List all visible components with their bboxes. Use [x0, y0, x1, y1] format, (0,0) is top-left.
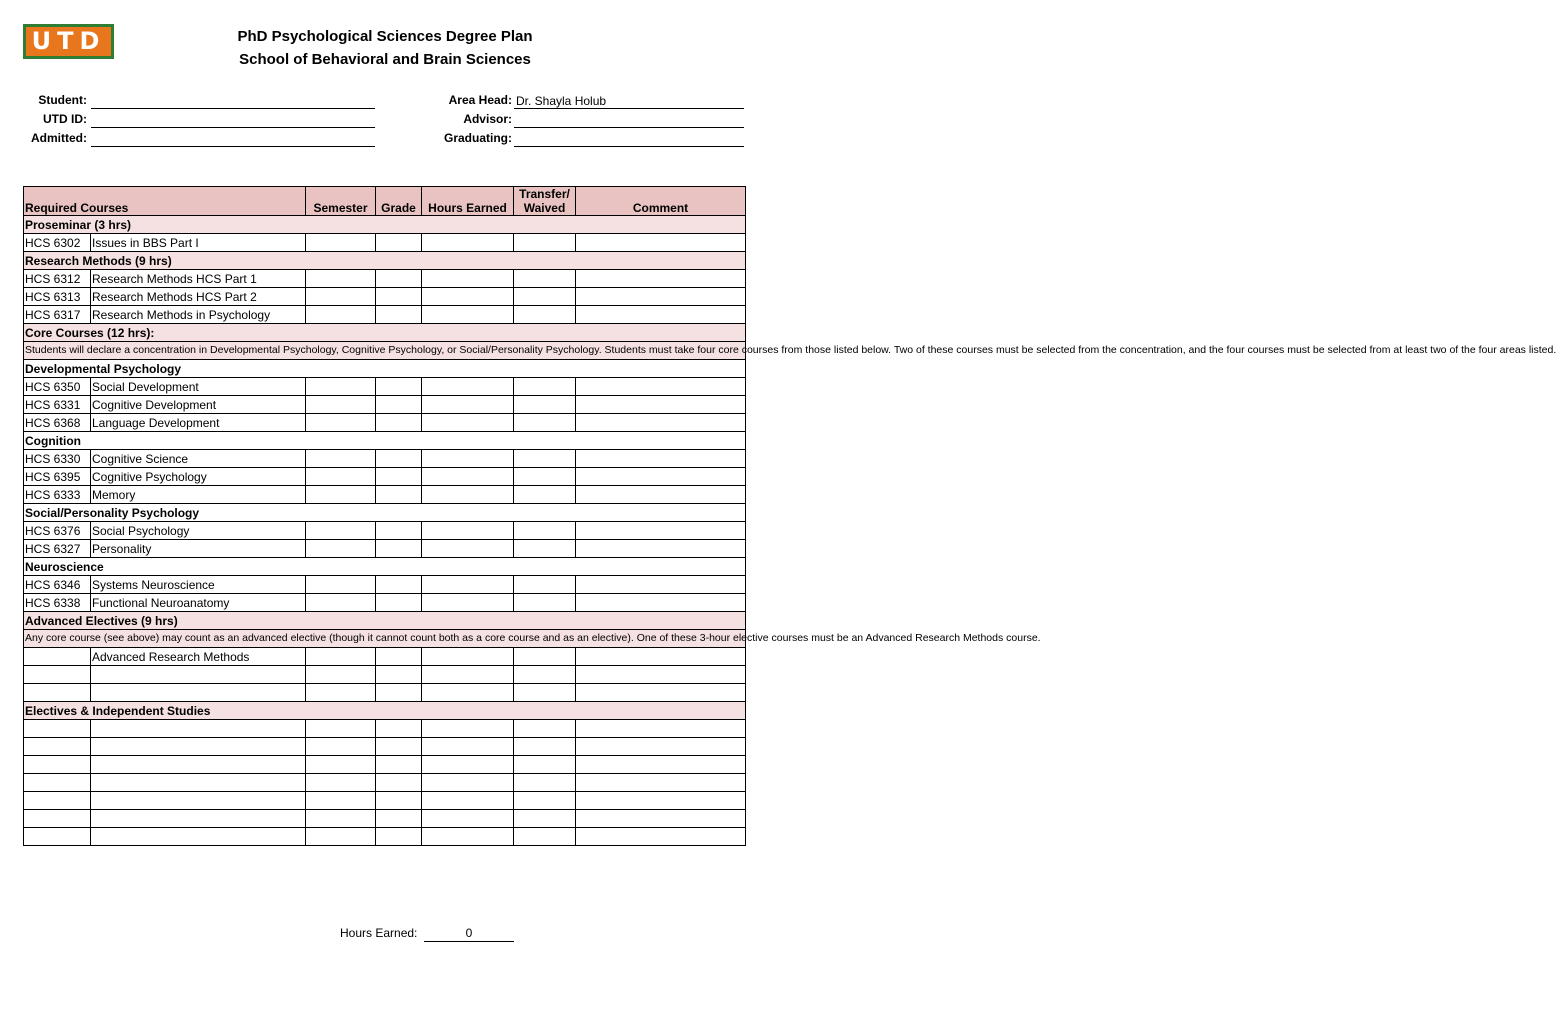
comment-cell[interactable]: [576, 684, 746, 702]
semester-cell[interactable]: [306, 720, 376, 738]
course-name[interactable]: [91, 810, 306, 828]
semester-cell[interactable]: [306, 234, 376, 252]
total-hours-label: Hours Earned:: [340, 926, 418, 940]
semester-cell[interactable]: [306, 486, 376, 504]
advanced-electives-note: Any core course (see above) may count as an advanced elective (though it cannot count both as a core course and as an elective). One of these 3-hour elective courses must be an Advanced Research Methods course.: [24, 630, 746, 648]
hours-cell[interactable]: [422, 666, 514, 684]
course-code: HCS 6327: [24, 540, 91, 558]
grade-cell[interactable]: [376, 666, 422, 684]
hours-cell[interactable]: [422, 468, 514, 486]
hours-cell[interactable]: [422, 234, 514, 252]
course-code: HCS 6346: [24, 576, 91, 594]
grade-cell[interactable]: [376, 378, 422, 396]
degree-plan-table: [23, 186, 1556, 846]
comment-cell[interactable]: [576, 522, 746, 540]
hours-cell[interactable]: [422, 684, 514, 702]
grade-cell[interactable]: [376, 648, 422, 666]
hours-cell[interactable]: [422, 378, 514, 396]
table-row: [24, 666, 746, 684]
grade-cell[interactable]: [376, 684, 422, 702]
admitted-label: Admitted:: [31, 131, 87, 145]
subsection-neuroscience: Neuroscience: [24, 558, 746, 576]
semester-cell[interactable]: [306, 414, 376, 432]
required-courses-header: Required Courses: [24, 187, 306, 216]
course-name[interactable]: [91, 756, 306, 774]
semester-cell[interactable]: [306, 774, 376, 792]
subsection-social-personality: Social/Personality Psychology: [24, 504, 746, 522]
transfer-cell[interactable]: [514, 234, 576, 252]
course-name: Personality: [91, 540, 306, 558]
table-row: [24, 792, 746, 810]
comment-cell[interactable]: [576, 540, 746, 558]
grade-cell[interactable]: [376, 450, 422, 468]
hours-cell[interactable]: [422, 720, 514, 738]
course-code: HCS 6317: [24, 306, 91, 324]
table-row: [24, 540, 746, 558]
course-name: Research Methods in Psychology: [91, 306, 306, 324]
comment-cell[interactable]: [576, 450, 746, 468]
table-row: [24, 486, 746, 504]
semester-cell[interactable]: [306, 450, 376, 468]
table-row: [24, 594, 746, 612]
course-code[interactable]: [24, 738, 91, 756]
table-row: [24, 522, 746, 540]
student-label: Student:: [38, 93, 87, 107]
transfer-cell[interactable]: [514, 414, 576, 432]
transfer-cell[interactable]: [514, 450, 576, 468]
grade-cell[interactable]: [376, 792, 422, 810]
semester-cell[interactable]: [306, 756, 376, 774]
comment-cell[interactable]: [576, 720, 746, 738]
grade-cell[interactable]: [376, 576, 422, 594]
semester-cell[interactable]: [306, 648, 376, 666]
table-row: [24, 738, 746, 756]
table-row: [24, 810, 746, 828]
hours-cell[interactable]: [422, 522, 514, 540]
table-row: [24, 414, 746, 432]
semester-cell[interactable]: [306, 288, 376, 306]
course-name: Systems Neuroscience: [91, 576, 306, 594]
table-row: [24, 684, 746, 702]
semester-cell[interactable]: [306, 306, 376, 324]
grade-cell[interactable]: [376, 540, 422, 558]
course-code[interactable]: [24, 774, 91, 792]
grade-cell[interactable]: [376, 396, 422, 414]
semester-cell[interactable]: [306, 378, 376, 396]
grade-cell[interactable]: [376, 288, 422, 306]
hours-cell[interactable]: [422, 288, 514, 306]
course-name: Cognitive Science: [91, 450, 306, 468]
transfer-label: Transfer/: [519, 187, 570, 201]
course-code: HCS 6302: [24, 234, 91, 252]
course-name: Cognitive Development: [91, 396, 306, 414]
section-advanced-electives: Advanced Electives (9 hrs): [24, 612, 746, 630]
comment-cell[interactable]: [576, 828, 746, 846]
table-row: [24, 720, 746, 738]
subsection-developmental: Developmental Psychology: [24, 360, 746, 378]
transfer-cell[interactable]: [514, 648, 576, 666]
table-row: [24, 828, 746, 846]
transfer-cell[interactable]: [514, 684, 576, 702]
comment-cell[interactable]: [576, 810, 746, 828]
table-row: [24, 306, 746, 324]
comment-cell[interactable]: [576, 594, 746, 612]
hours-cell[interactable]: [422, 810, 514, 828]
comment-header: Comment: [576, 187, 746, 216]
transfer-cell[interactable]: [514, 756, 576, 774]
transfer-cell[interactable]: [514, 396, 576, 414]
course-code[interactable]: [24, 792, 91, 810]
waived-label: Waived: [523, 201, 566, 215]
comment-cell[interactable]: [576, 414, 746, 432]
admitted-field[interactable]: [91, 131, 375, 147]
course-code: HCS 6338: [24, 594, 91, 612]
grade-cell[interactable]: [376, 306, 422, 324]
grade-cell[interactable]: [376, 414, 422, 432]
course-code: HCS 6331: [24, 396, 91, 414]
utd-id-label: UTD ID:: [43, 112, 87, 126]
table-row: [24, 576, 746, 594]
semester-header: Semester: [306, 187, 376, 216]
course-name: Advanced Research Methods: [91, 648, 306, 666]
comment-cell[interactable]: [576, 666, 746, 684]
hours-cell[interactable]: [422, 540, 514, 558]
comment-cell[interactable]: [576, 288, 746, 306]
graduating-field[interactable]: [514, 131, 744, 147]
hours-cell[interactable]: [422, 594, 514, 612]
course-name: Social Psychology: [91, 522, 306, 540]
semester-cell[interactable]: [306, 738, 376, 756]
course-code[interactable]: [24, 720, 91, 738]
course-name[interactable]: [91, 774, 306, 792]
hours-cell[interactable]: [422, 576, 514, 594]
advisor-label: Advisor:: [463, 112, 512, 126]
page-title: PhD Psychological Sciences Degree Plan: [237, 28, 533, 45]
grade-cell[interactable]: [376, 720, 422, 738]
transfer-waived-header: [514, 187, 576, 216]
semester-cell[interactable]: [306, 594, 376, 612]
course-code: HCS 6350: [24, 378, 91, 396]
hours-cell[interactable]: [422, 738, 514, 756]
transfer-cell[interactable]: [514, 594, 576, 612]
course-name: Social Development: [91, 378, 306, 396]
transfer-cell[interactable]: [514, 774, 576, 792]
course-code[interactable]: [24, 684, 91, 702]
comment-cell[interactable]: [576, 774, 746, 792]
transfer-cell[interactable]: [514, 288, 576, 306]
hours-cell[interactable]: [422, 396, 514, 414]
course-code: HCS 6376: [24, 522, 91, 540]
course-name: Language Development: [91, 414, 306, 432]
grade-cell[interactable]: [376, 468, 422, 486]
semester-cell[interactable]: [306, 468, 376, 486]
grade-cell[interactable]: [376, 774, 422, 792]
grade-cell[interactable]: [376, 828, 422, 846]
utd-id-field[interactable]: [91, 112, 375, 128]
course-name: Issues in BBS Part I: [91, 234, 306, 252]
transfer-cell[interactable]: [514, 540, 576, 558]
semester-cell[interactable]: [306, 792, 376, 810]
course-code[interactable]: [24, 648, 91, 666]
comment-cell[interactable]: [576, 234, 746, 252]
course-name: Research Methods HCS Part 2: [91, 288, 306, 306]
course-name[interactable]: [91, 738, 306, 756]
course-name[interactable]: [91, 720, 306, 738]
course-code: HCS 6313: [24, 288, 91, 306]
table-row: [24, 378, 746, 396]
hours-cell[interactable]: [422, 774, 514, 792]
course-code[interactable]: [24, 810, 91, 828]
comment-cell[interactable]: [576, 756, 746, 774]
transfer-cell[interactable]: [514, 486, 576, 504]
comment-cell[interactable]: [576, 378, 746, 396]
course-name: Memory: [91, 486, 306, 504]
table-row: [24, 234, 746, 252]
course-code[interactable]: [24, 666, 91, 684]
hours-cell[interactable]: [422, 828, 514, 846]
table-row: [24, 450, 746, 468]
course-code: HCS 6333: [24, 486, 91, 504]
hours-cell[interactable]: [422, 414, 514, 432]
semester-cell[interactable]: [306, 270, 376, 288]
comment-cell[interactable]: [576, 792, 746, 810]
course-name: Functional Neuroanatomy: [91, 594, 306, 612]
semester-cell[interactable]: [306, 666, 376, 684]
table-row: [24, 468, 746, 486]
semester-cell[interactable]: [306, 396, 376, 414]
semester-cell[interactable]: [306, 828, 376, 846]
table-row: [24, 288, 746, 306]
transfer-cell[interactable]: [514, 792, 576, 810]
transfer-cell[interactable]: [514, 378, 576, 396]
comment-cell[interactable]: [576, 270, 746, 288]
course-code: HCS 6368: [24, 414, 91, 432]
hours-cell[interactable]: [422, 756, 514, 774]
course-code[interactable]: [24, 828, 91, 846]
course-code: HCS 6395: [24, 468, 91, 486]
section-research-methods: Research Methods (9 hrs): [24, 252, 746, 270]
transfer-cell[interactable]: [514, 468, 576, 486]
comment-cell[interactable]: [576, 576, 746, 594]
semester-cell[interactable]: [306, 576, 376, 594]
hours-cell[interactable]: [422, 306, 514, 324]
grade-header: Grade: [376, 187, 422, 216]
course-code: HCS 6312: [24, 270, 91, 288]
semester-cell[interactable]: [306, 810, 376, 828]
course-code[interactable]: [24, 756, 91, 774]
hours-earned-header: Hours Earned: [422, 187, 514, 216]
course-name[interactable]: [91, 792, 306, 810]
student-field[interactable]: [91, 93, 375, 109]
grade-cell[interactable]: [376, 486, 422, 504]
utd-logo-text: UTD: [26, 27, 111, 56]
grade-cell[interactable]: [376, 756, 422, 774]
transfer-cell[interactable]: [514, 522, 576, 540]
transfer-cell[interactable]: [514, 810, 576, 828]
course-name[interactable]: [91, 828, 306, 846]
hours-cell[interactable]: [422, 270, 514, 288]
course-name: Research Methods HCS Part 1: [91, 270, 306, 288]
hours-cell[interactable]: [422, 450, 514, 468]
comment-cell[interactable]: [576, 738, 746, 756]
course-name[interactable]: [91, 666, 306, 684]
advisor-field[interactable]: [514, 112, 744, 128]
hours-cell[interactable]: [422, 648, 514, 666]
course-name: Cognitive Psychology: [91, 468, 306, 486]
semester-cell[interactable]: [306, 522, 376, 540]
table-row: [24, 756, 746, 774]
grade-cell[interactable]: [376, 738, 422, 756]
grade-cell[interactable]: [376, 234, 422, 252]
transfer-cell[interactable]: [514, 306, 576, 324]
semester-cell[interactable]: [306, 540, 376, 558]
table-row: [24, 396, 746, 414]
graduating-label: Graduating:: [444, 131, 512, 145]
semester-cell[interactable]: [306, 684, 376, 702]
area-head-label: Area Head:: [448, 93, 512, 107]
page-subtitle: School of Behavioral and Brain Sciences: [239, 51, 531, 68]
transfer-cell[interactable]: [514, 666, 576, 684]
transfer-cell[interactable]: [514, 270, 576, 288]
transfer-cell[interactable]: [514, 738, 576, 756]
course-code: HCS 6330: [24, 450, 91, 468]
section-core-courses: Core Courses (12 hrs):: [24, 324, 746, 342]
table-row: [24, 270, 746, 288]
transfer-cell[interactable]: [514, 720, 576, 738]
comment-cell[interactable]: [576, 486, 746, 504]
grade-cell[interactable]: [376, 522, 422, 540]
section-electives: Electives & Independent Studies: [24, 702, 746, 720]
area-head-field[interactable]: Dr. Shayla Holub: [514, 93, 744, 109]
table-header-row: [24, 187, 746, 216]
total-hours-value: 0: [424, 926, 514, 942]
grade-cell[interactable]: [376, 270, 422, 288]
table-row: [24, 774, 746, 792]
section-proseminar: Proseminar (3 hrs): [24, 216, 746, 234]
course-name[interactable]: [91, 684, 306, 702]
grade-cell[interactable]: [376, 810, 422, 828]
comment-cell[interactable]: [576, 648, 746, 666]
core-courses-note: Students will declare a concentration in Developmental Psychology, Cognitive Psychology, or Social/Personality Psychology. Students must take four core courses from those listed below. Two of these courses must be selected from the concentration, and the four courses must be selected from at least two of the four areas listed.: [24, 342, 746, 360]
transfer-cell[interactable]: [514, 576, 576, 594]
comment-cell[interactable]: [576, 306, 746, 324]
comment-cell[interactable]: [576, 468, 746, 486]
hours-cell[interactable]: [422, 486, 514, 504]
grade-cell[interactable]: [376, 594, 422, 612]
comment-cell[interactable]: [576, 396, 746, 414]
transfer-cell[interactable]: [514, 828, 576, 846]
table-row: [24, 648, 746, 666]
hours-cell[interactable]: [422, 792, 514, 810]
subsection-cognition: Cognition: [24, 432, 746, 450]
